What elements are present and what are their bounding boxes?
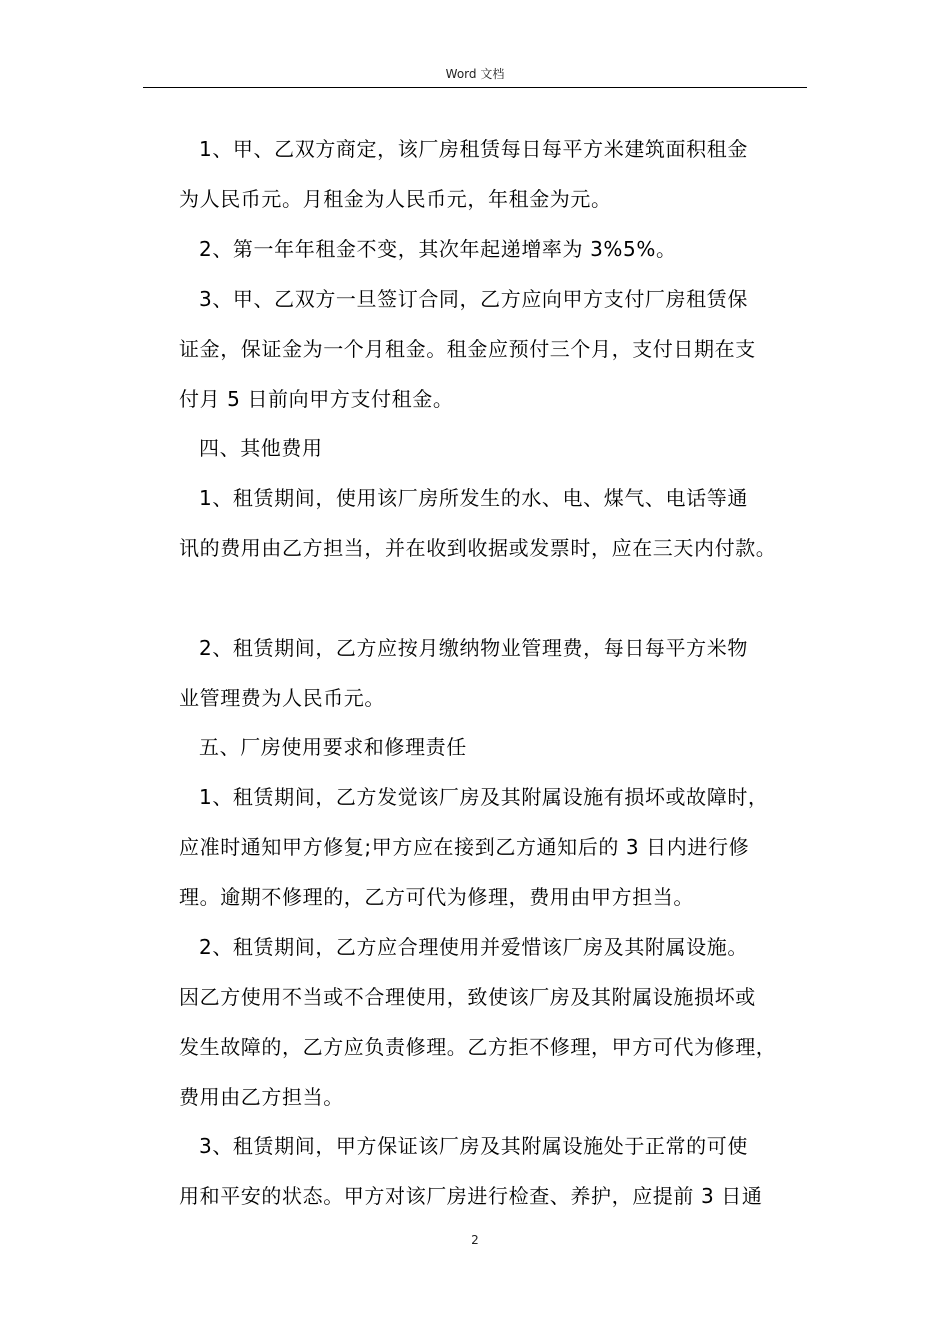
paragraph-line: 发生故障的，乙方应负责修理。乙方拒不修理，甲方可代为修理， bbox=[179, 1035, 777, 1059]
paragraph-line: 付月 5 日前向甲方支付租金。 bbox=[179, 387, 454, 411]
page-number: 2 bbox=[471, 1233, 479, 1247]
paragraph-line: 2、第一年年租金不变，其次年起递增率为 3%5%。 bbox=[199, 237, 677, 261]
section-heading: 五、厂房使用要求和修理责任 bbox=[199, 735, 467, 759]
paragraph-line: 费用由乙方担当。 bbox=[179, 1085, 344, 1109]
paragraph-line: 1、甲、乙双方商定，该厂房租赁每日每平方米建筑面积租金 bbox=[199, 137, 748, 161]
paragraph-line: 讯的费用由乙方担当，并在收到收据或发票时，应在三天内付款。 bbox=[179, 536, 777, 560]
paragraph-line: 理。逾期不修理的，乙方可代为修理，费用由甲方担当。 bbox=[179, 885, 694, 909]
section-heading: 四、其他费用 bbox=[199, 436, 323, 460]
page-header: Word 文档 bbox=[445, 67, 505, 81]
paragraph-line: 证金，保证金为一个月租金。租金应预付三个月，支付日期在支 bbox=[179, 337, 756, 361]
paragraph-line: 1、租赁期间，使用该厂房所发生的水、电、煤气、电话等通 bbox=[199, 486, 748, 510]
paragraph-line: 1、租赁期间，乙方发觉该厂房及其附属设施有损坏或故障时， bbox=[199, 785, 769, 809]
paragraph-line: 3、甲、乙双方一旦签订合同，乙方应向甲方支付厂房租赁保 bbox=[199, 287, 748, 311]
paragraph-line: 3、租赁期间，甲方保证该厂房及其附属设施处于正常的可使 bbox=[199, 1134, 748, 1158]
paragraph-line: 用和平安的状态。甲方对该厂房进行检查、养护，应提前 3 日通 bbox=[179, 1184, 763, 1208]
paragraph-line: 业管理费为人民币元。 bbox=[179, 686, 385, 710]
paragraph-line: 应准时通知甲方修复;甲方应在接到乙方通知后的 3 日内进行修 bbox=[179, 835, 750, 859]
paragraph-line: 2、租赁期间，乙方应按月缴纳物业管理费，每日每平方米物 bbox=[199, 636, 748, 660]
paragraph-line: 为人民币元。月租金为人民币元，年租金为元。 bbox=[179, 187, 612, 211]
header-divider bbox=[143, 87, 807, 88]
paragraph-line: 2、租赁期间，乙方应合理使用并爱惜该厂房及其附属设施。 bbox=[199, 935, 748, 959]
paragraph-line: 因乙方使用不当或不合理使用，致使该厂房及其附属设施损坏或 bbox=[179, 985, 756, 1009]
